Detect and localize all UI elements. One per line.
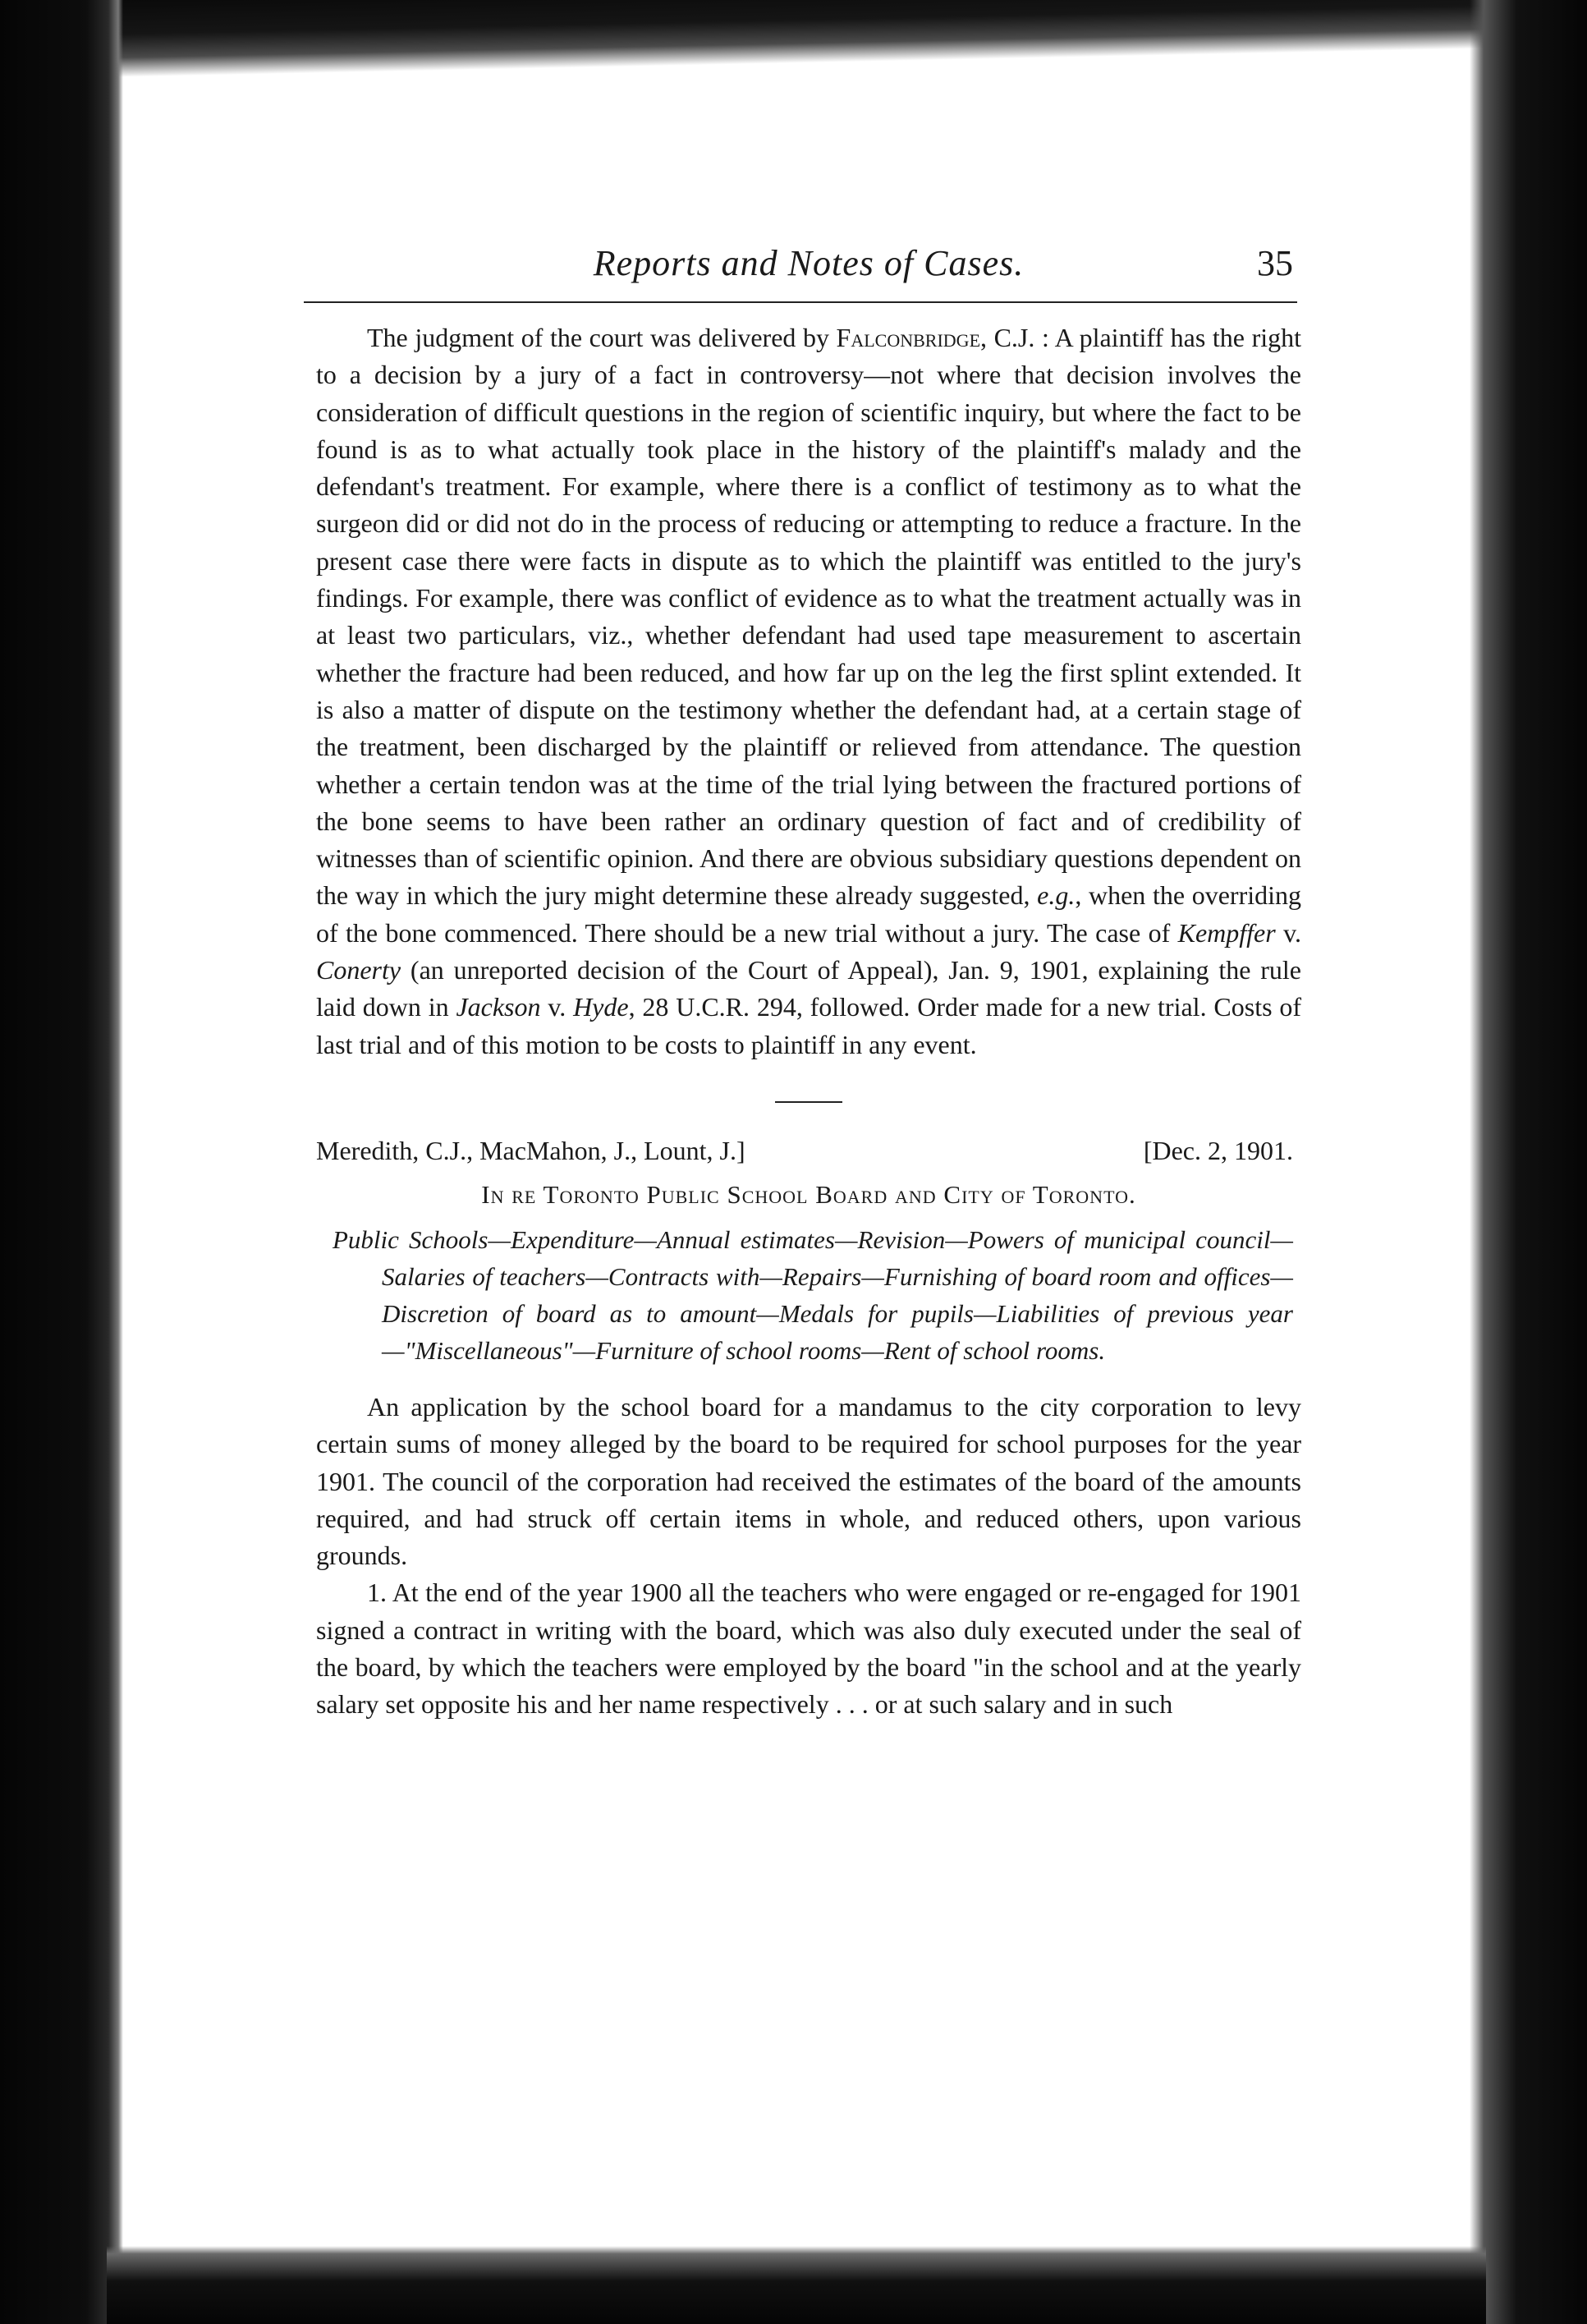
teachers-paragraph: 1. At the end of the year 1900 all the teachers who were engaged or re-engaged for 1901 signed a contract in writing with the board, which was also duly executed under the seal of the board, by which the teachers were employed by the board "in the school and at the yearly salary set opposite his and her name respectively . . . or at such salary and in such bbox=[316, 1578, 1301, 1720]
case-name-kempffer: Kempffer bbox=[1177, 917, 1276, 948]
judgment-text-4: , 28 U.C.R. 294, followed. Order made for a new trial. Costs of last trial and of this motion to be costs to plaintiff in any event. bbox=[316, 992, 1302, 1059]
headnote: Public Schools—Expenditure—Annual estimates—Revision—Powers of municipal council—Salaries of teachers—Contracts with—Repairs—Furnishing of board room and offices—Discretion of board as to amount—Medals for pupils—Liabilities of previous year—"Miscellaneous"—Furniture of school rooms—Rent of school rooms. bbox=[333, 1224, 1293, 1365]
judge-name: Falconbridge bbox=[836, 323, 981, 352]
header-rule bbox=[304, 301, 1297, 303]
court-line bbox=[316, 1136, 1301, 1172]
case-title: In re Toronto Public School Board and City of Toronto. bbox=[481, 1179, 1136, 1209]
section-divider bbox=[775, 1101, 842, 1103]
page-number: 35 bbox=[1257, 243, 1293, 283]
scan-border-left bbox=[0, 0, 123, 2324]
case-name-jackson: Jackson bbox=[456, 992, 541, 1022]
page bbox=[316, 242, 1301, 1724]
judgment-paragraph bbox=[316, 319, 1301, 1063]
case-name-hyde: Hyde bbox=[573, 992, 629, 1022]
court-date: [Dec. 2, 1901. bbox=[1143, 1135, 1293, 1165]
judgment-text: , C.J. : A plaintiff has the right to a decision by a jury of a fact in controversy—not where that decision involves the consideration of difficult questions in the region of scientific inquiry, but where the fact to be found is as to what actually took place in the history of the plaintiff's malady and the defendant's treatment. For example, where there is a conflict of testimony as to what the surgeon did or did not do in the process of reducing or attempting to reduce a fracture. In the present case there were facts in dispute as to which the plaintiff was entitled to the jury's findings. For example, there was conflict of evidence as to what the treatment actually was in at least two particulars, viz., whether defendant had used tape measurement to ascertain whether the fracture had been reduced, and how far up on the leg the first splint extended. It is also a matter of dispute on the testimony whether the defendant had, at a certain stage of the treatment, been discharged by the plaintiff or relieved from attendance. The question whether a certain tendon was at the time of the trial lying between the fractured portions of the bone seems to have been rather an ordinary question of fact and of credibility of witnesses than of scientific opinion. And there are obvious subsidiary questions dependent on the way in which the jury might determine these already suggested, bbox=[316, 323, 1302, 911]
case-body bbox=[316, 1389, 1301, 1724]
versus-1: v. bbox=[1275, 917, 1302, 948]
scan-border-top bbox=[74, 0, 1511, 78]
eg-abbrev: e.g. bbox=[1037, 880, 1076, 911]
judgment-text-2: , when the overriding of the bone commenced. There should be a new trial without a jury. The case of bbox=[316, 880, 1302, 948]
running-head bbox=[316, 242, 1301, 293]
judgment-lead: The judgment of the court was delivered by bbox=[367, 323, 837, 352]
court-judges: Meredith, C.J., MacMahon, J., Lount, J.] bbox=[316, 1135, 745, 1165]
scan-border-right bbox=[1470, 0, 1587, 2324]
judgment-text-3: (an unreported decision of the Court of Appeal), Jan. 9, 1901, explaining the rule laid down in bbox=[316, 955, 1301, 1022]
application-paragraph: An application by the school board for a mandamus to the city corporation to levy certain sums of money alleged by the board to be required for school purposes for the year 1901. The council of the corporation had received the estimates of the board of the amounts required, and had struck off certain items in whole, and reduced others, upon various grounds. bbox=[316, 1391, 1301, 1571]
versus-2: v. bbox=[540, 992, 574, 1022]
case-name-conerty: Conerty bbox=[316, 955, 401, 985]
running-title: Reports and Notes of Cases. bbox=[593, 243, 1025, 283]
judgment-section bbox=[316, 319, 1301, 1063]
scan-border-bottom bbox=[107, 2246, 1486, 2324]
